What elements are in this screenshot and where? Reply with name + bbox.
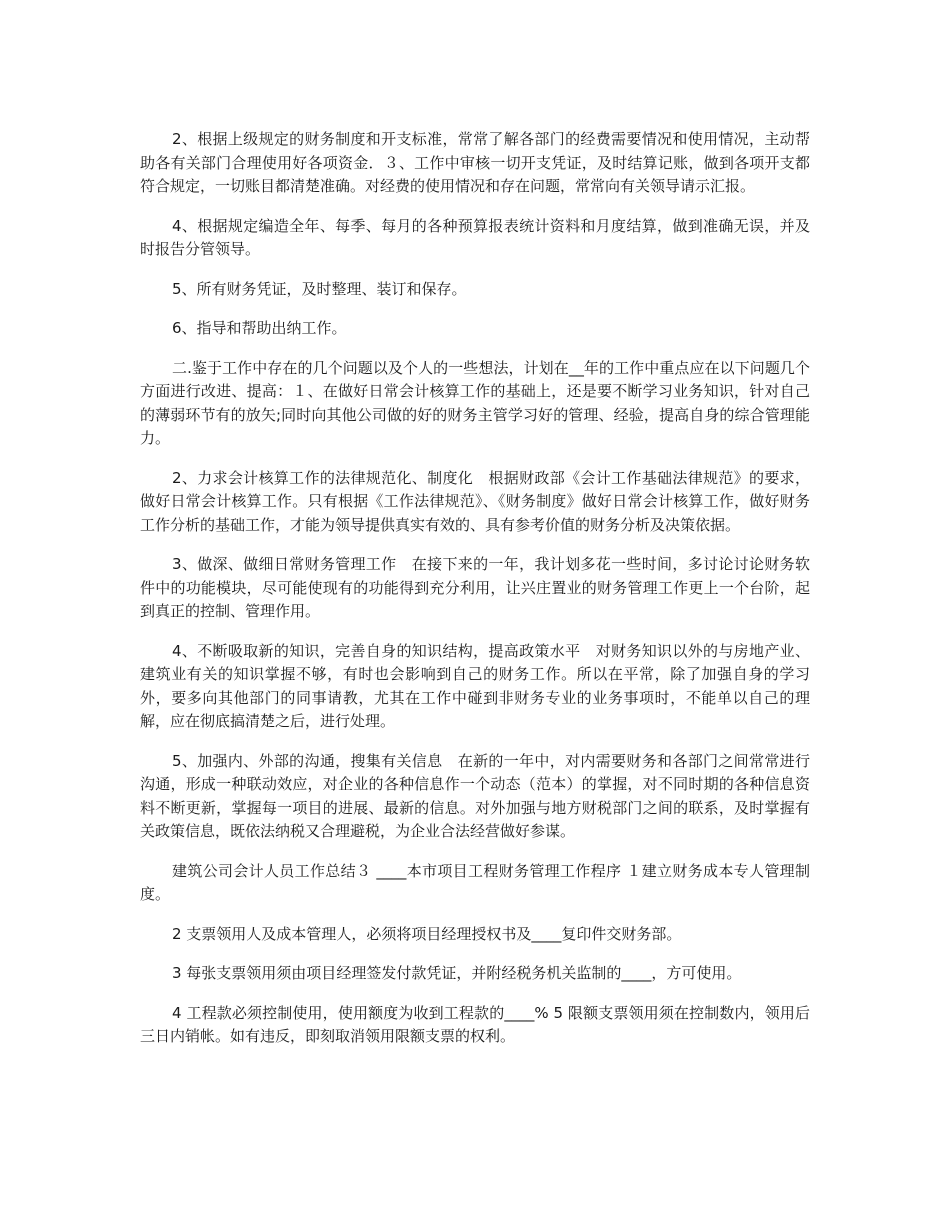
paragraph-knowledge: 4、不断吸取新的知识，完善自身的知识结构，提高政策水平 对财务知识以外的与房地产业、建筑业有关的知识掌握不够，有时也会影响到自己的财务工作。所以在平常，除了加强自身的学习外，要多向其他部门的同事请教，尤其在工作中碰到非财务专业的业务事项时，不能单以自己的理解，应在彻底搞清楚之后，进行处理。 (140, 641, 810, 730)
paragraph-payment-control: 4 工程款必须控制使用，使用额度为收到工程款的____% 5 限额支票领用须在控制数内，领用后三日内销帐。如有违反，即刻取消领用限额支票的权利。 (140, 1003, 810, 1045)
paragraph-finance-rules: 2、根据上级规定的财务制度和开支标准，常常了解各部门的经费需要情况和使用情况，主动帮助各有关部门合理使用好各项资金．３、工作中审核一切开支凭证，及时结算记账，做到各项开支都符合规定，一切账目都清楚准确。对经费的使用情况和存在问题，常常向有关领导请示汇报。 (140, 130, 810, 195)
paragraph-daily-management: 3、做深、做细日常财务管理工作 在接下来的一年，我计划多花一些时间，多讨论讨论财务软件中的功能模块，尽可能使现有的功能得到充分利用，让兴庄置业的财务管理工作更上一个台阶，起到真正的控制、管理作用。 (140, 555, 810, 620)
paragraph-improvement-plan: 二.鉴于工作中存在的几个问题以及个人的一些想法，计划在__年的工作中重点应在以下问题几个方面进行改进、提高：１、在做好日常会计核算工作的基础上，还是要不断学习业务知识，针对自己的薄弱环节有的放矢;同时向其他公司做的好的财务主管学习好的管理、经验，提高自身的综合管理能力。 (140, 358, 810, 447)
paragraph-cheque-approval: 3 每张支票领用须由项目经理签发付款凭证，并附经税务机关监制的____，方可使用。 (172, 964, 742, 982)
paragraph-cheque-user: 2 支票领用人及成本管理人，必须将项目经理授权书及____复印件交财务部。 (172, 924, 682, 943)
document-body (140, 128, 810, 1065)
paragraph-cashier: 6、指导和帮助出纳工作。 (172, 319, 347, 337)
paragraph-budget-reports: 4、根据规定编造全年、每季、每月的各种预算报表统计资料和月度结算，做到准确无误，并及时报告分管领导。 (140, 216, 810, 258)
paragraph-standardization: 2、力求会计核算工作的法律规范化、制度化 根据财政部《会计工作基础法律规范》的要求，做好日常会计核算工作。只有根据《工作法律规范》、《财务制度》做好日常会计核算工作，做好财务工作分析的基础工作，才能为领导提供真实有效的、具有参考价值的财务分析及决策依据。 (140, 468, 810, 534)
paragraph-summary-3: 建筑公司会计人员工作总结３ ____本市项目工程财务管理工作程序 １建立财务成本专人管理制度。 (140, 861, 810, 903)
paragraph-vouchers: 5、所有财务凭证，及时整理、装订和保存。 (172, 279, 467, 298)
paragraph-communication: 5、加强内、外部的沟通，搜集有关信息 在新的一年中，对内需要财务和各部门之间常常进行沟通，形成一种联动效应，对企业的各种信息作一个动态（范本）的掌握，对不同时期的各种信息资料不断更新，掌握每一项目的进展、最新的信息。对外加强与地方财税部门之间的联系，及时掌握有关政策信息，既依法纳税又合理避税，为企业合法经营做好参谋。 (140, 751, 810, 840)
